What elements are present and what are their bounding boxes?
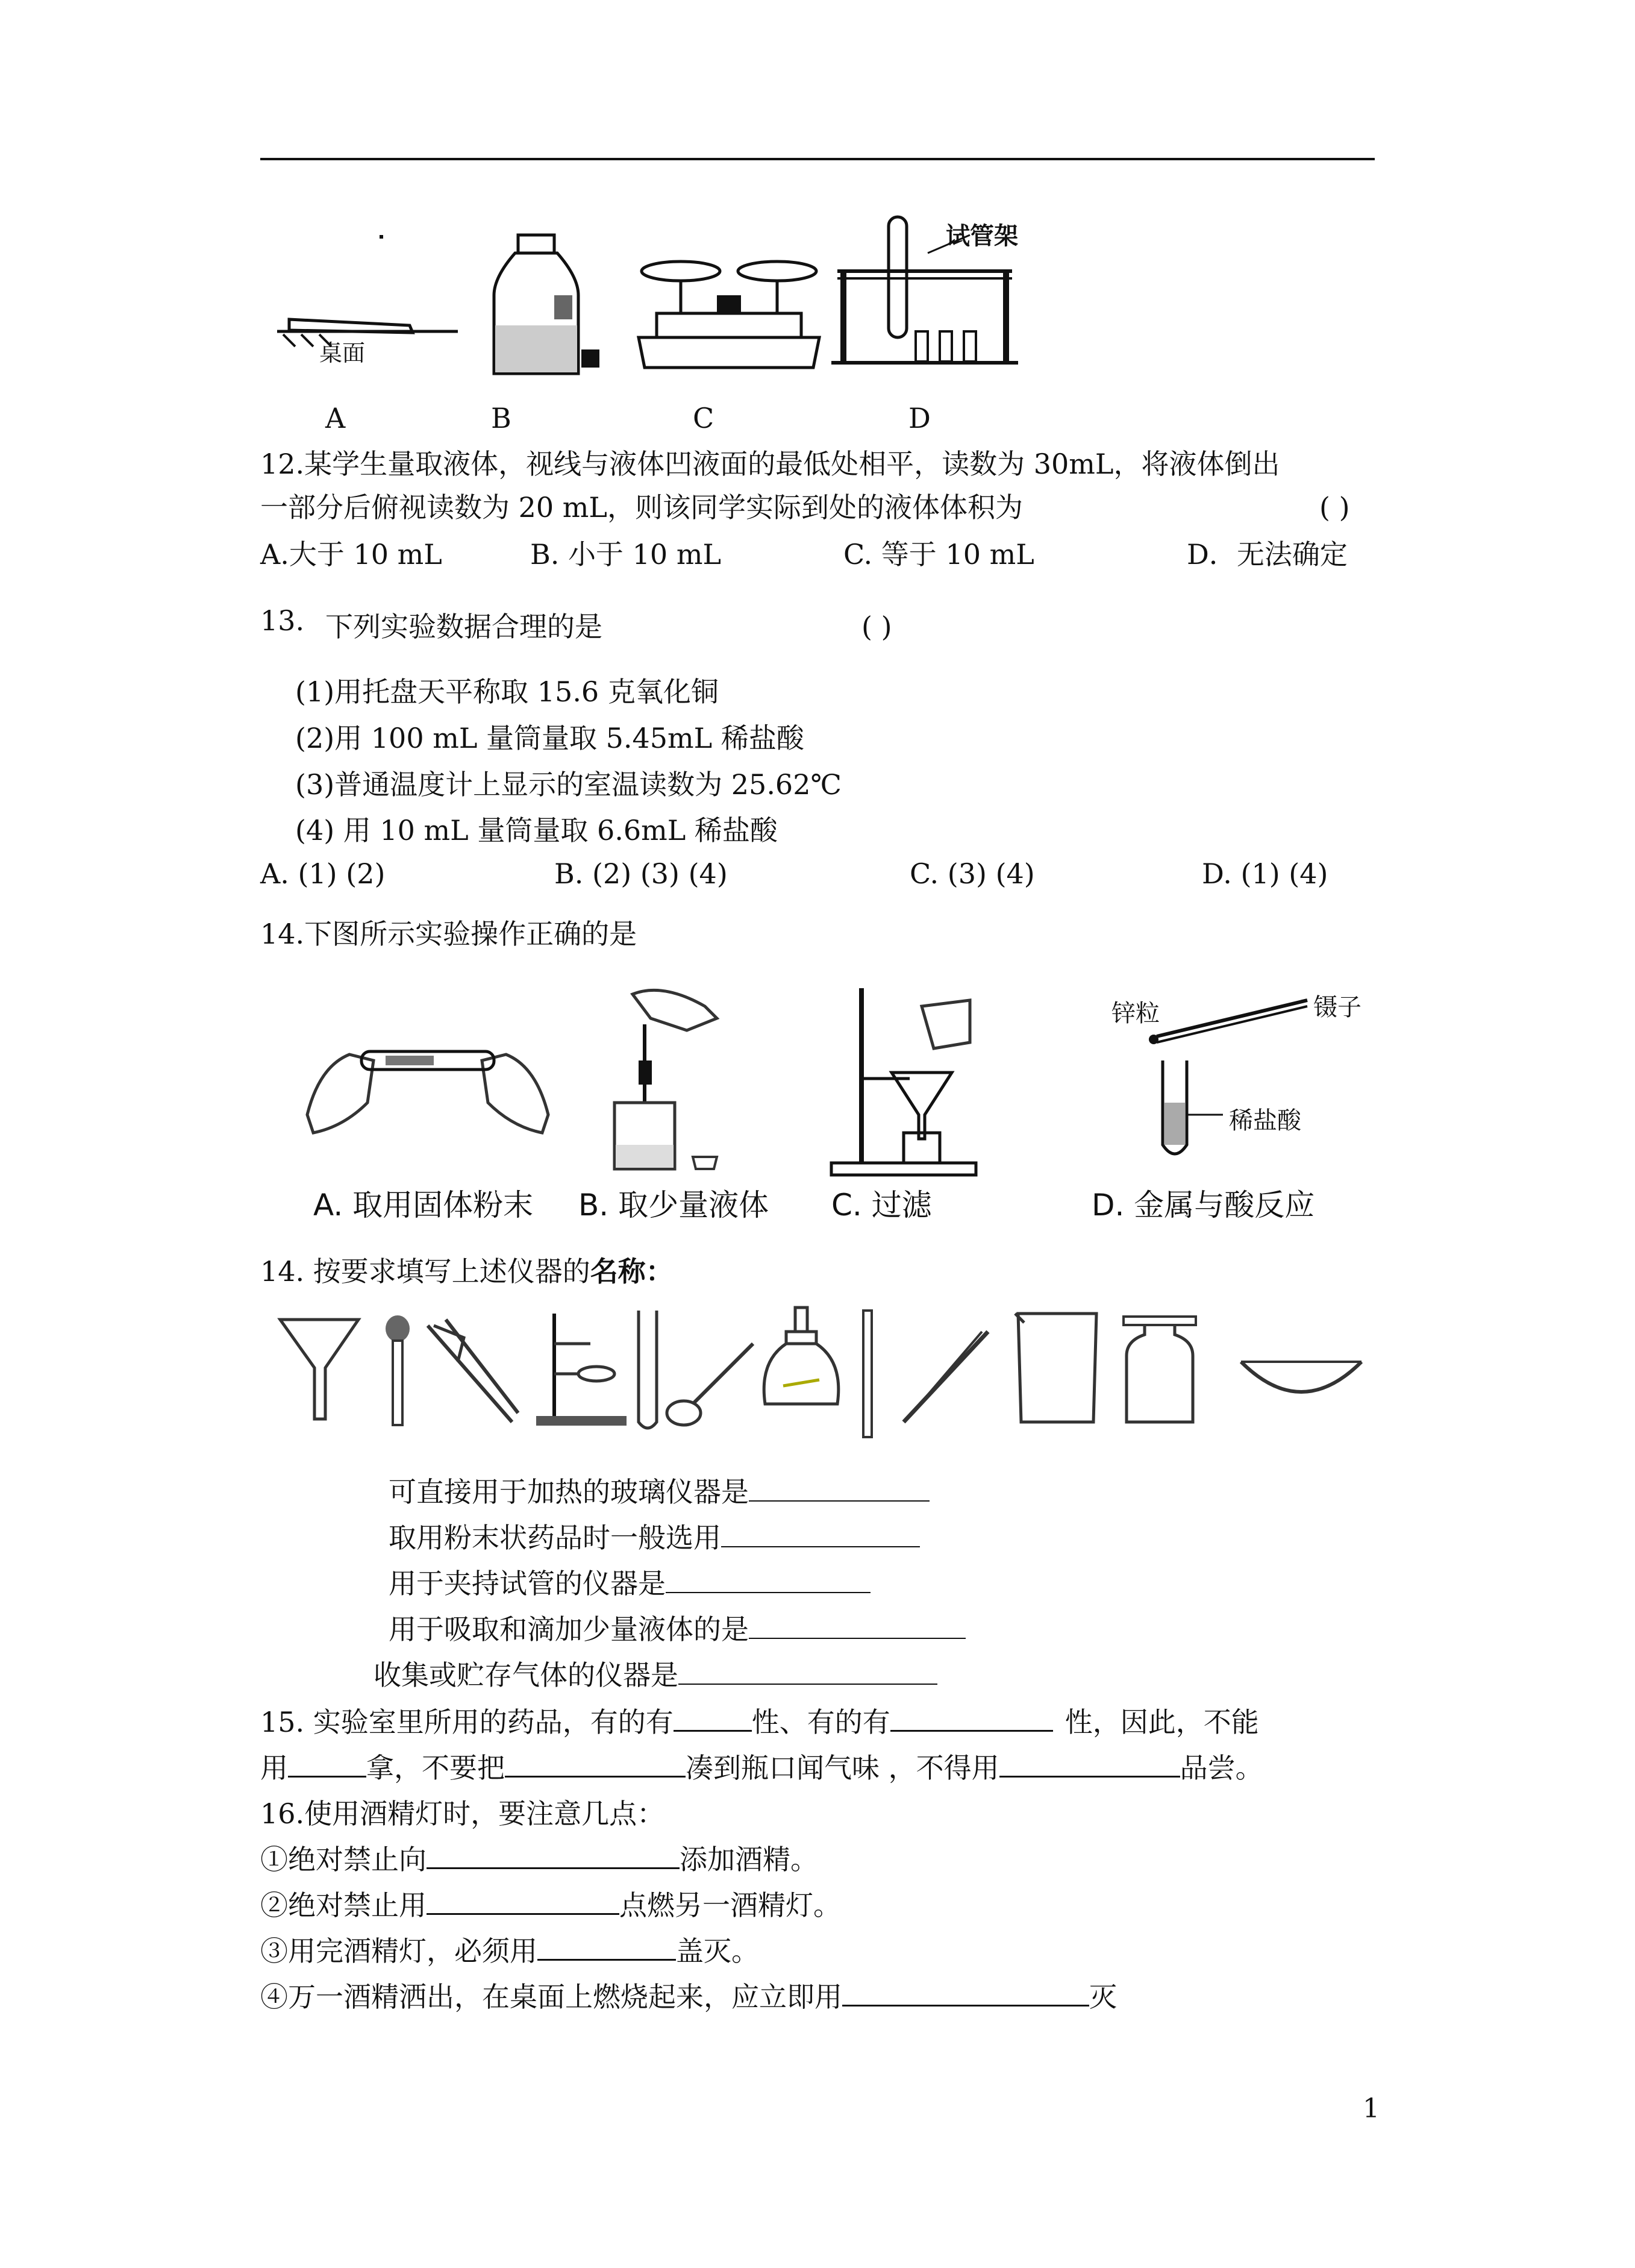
figure-a-tube-on-table [271, 229, 464, 374]
op-caption-a: A. 取用固体粉末 [313, 1188, 534, 1223]
glass-rod-icon [858, 1308, 877, 1440]
op-caption-c: C. 过滤 [831, 1188, 932, 1223]
q13-item-4: (4) 用 10 mL 量筒量取 6.6mL 稀盐酸 [295, 814, 778, 847]
q14a-stem: 14.下图所示实验操作正确的是 [260, 918, 637, 950]
q16-item-2 [260, 1887, 841, 1923]
alcohol-lamp-icon [759, 1302, 843, 1434]
tweezers-icon [898, 1326, 994, 1428]
q16-item-4 [260, 1979, 1117, 2015]
fill-blank-powder-tool[interactable] [721, 1521, 920, 1547]
q15-blank-3[interactable] [288, 1750, 366, 1778]
q16-item-3-tail: 盖灭。 [676, 1935, 759, 1967]
q13-item-3: (3)普通温度计上显示的室温读数为 25.62℃ [295, 768, 842, 801]
figure-b-reagent-bottle [482, 223, 602, 392]
q13-option-a[interactable]: A. (1) (2) [260, 857, 386, 890]
q16-blank-1[interactable] [427, 1842, 680, 1869]
fill-blank-heatable-glass[interactable] [749, 1475, 930, 1502]
op-caption-b: B. 取少量液体 [578, 1188, 769, 1223]
q13-answer-paren: ( ) [861, 610, 892, 643]
rack-label: 试管架 [946, 222, 1018, 250]
q11-label-d: D [908, 402, 931, 434]
fill-line-4 [389, 1611, 966, 1647]
q16-item-3 [260, 1933, 759, 1969]
evaporating-dish-icon [1235, 1350, 1368, 1410]
q15-text-6: 凑到瓶口闻气味 ，不得用 [686, 1752, 999, 1784]
q12-stem-line1: 12.某学生量取液体，视线与液体凹液面的最低处相平，读数为 30mL，将液体倒出 [260, 448, 1280, 480]
q13-option-c[interactable]: C. (3) (4) [910, 857, 1035, 890]
funnel-icon [277, 1314, 361, 1422]
gas-collecting-bottle-icon [1121, 1314, 1199, 1428]
q16-item-2-text: ②绝对禁止用 [260, 1889, 427, 1922]
q12-option-a[interactable]: A.大于 10 mL [260, 538, 442, 571]
q12-option-c[interactable]: C. 等于 10 mL [843, 538, 1034, 571]
q16-blank-4[interactable] [842, 1979, 1089, 2006]
op-b-dropper-bottle [596, 982, 753, 1187]
q13-item-1: (1)用托盘天平称取 15.6 克氧化铜 [295, 675, 719, 708]
q15-blank-4[interactable] [505, 1750, 686, 1778]
q16-item-1-text: ①绝对禁止向 [260, 1843, 427, 1876]
q13-item-2: (2)用 100 mL 量筒量取 5.45mL 稀盐酸 [295, 722, 804, 754]
fill-line-5-text: 收集或贮存气体的仪器是 [374, 1659, 678, 1691]
q12-option-b[interactable]: B. 小于 10 mL [530, 538, 721, 571]
q16-item-4-tail: 灭 [1089, 1981, 1117, 2013]
fill-line-3 [389, 1565, 871, 1602]
q15-text-5: 拿，不要把 [366, 1752, 505, 1784]
tweezers-label: 镊子 [1313, 994, 1361, 1021]
q14b-stem-text: 14. 按要求填写上述仪器的 [260, 1255, 590, 1288]
q16-blank-2[interactable] [427, 1888, 619, 1915]
q12-stem-line2: 一部分后俯视读数为 20 mL，则该同学实际到处的液体体积为 [260, 491, 1023, 524]
q12-answer-paren: ( ) [1319, 491, 1350, 524]
fill-line-5 [374, 1657, 937, 1693]
q11-label-b: B [491, 402, 511, 434]
test-tube-icon [633, 1308, 663, 1434]
fill-line-1-text: 可直接用于加热的玻璃仪器是 [389, 1476, 749, 1508]
fill-blank-gas-bottle[interactable] [678, 1658, 937, 1685]
table-label: 桌面 [319, 340, 366, 366]
q16-item-3-text: ③用完酒精灯，必须用 [260, 1935, 537, 1967]
q14b-stem [260, 1253, 674, 1289]
q12-option-d[interactable]: D．无法确定 [1187, 538, 1348, 571]
acid-label: 稀盐酸 [1229, 1107, 1301, 1135]
op-a-hands-tube [295, 994, 560, 1145]
q13-number: 13. [260, 604, 305, 637]
q16-stem: 16.使用酒精灯时，要注意几点： [260, 1797, 665, 1830]
dropper-icon [380, 1314, 416, 1434]
test-tube-holder-icon [422, 1314, 524, 1434]
header-rule [260, 158, 1375, 160]
q11-label-a: A [325, 402, 346, 434]
zinc-label: 锌粒 [1111, 1000, 1160, 1027]
q15-text-3: 性，因此，不能 [1064, 1706, 1259, 1738]
fill-line-4-text: 用于吸取和滴加少量液体的是 [389, 1613, 749, 1646]
op-c-filtration [813, 982, 1006, 1181]
q15-blank-1[interactable] [674, 1705, 752, 1732]
q15-text-7: 品尝。 [1180, 1752, 1263, 1784]
figure-c-balance [633, 247, 825, 386]
fill-line-2-text: 取用粉末状药品时一般选用 [389, 1521, 721, 1554]
q15-text-2: 性、有的有 [751, 1706, 890, 1738]
q15-blank-5[interactable] [999, 1750, 1180, 1778]
q15-text-4: 用 [260, 1752, 288, 1784]
q15-text-1: 15. 实验室里所用的药品，有的有 [260, 1706, 674, 1738]
fill-blank-dropper[interactable] [749, 1612, 966, 1639]
page-number: 1 [1363, 2093, 1380, 2124]
medicine-spoon-icon [663, 1338, 759, 1428]
q16-item-2-tail: 点燃另一酒精灯。 [619, 1889, 841, 1922]
fill-line-1 [389, 1474, 930, 1510]
q15-line2 [260, 1750, 1263, 1786]
fill-line-2 [389, 1520, 920, 1556]
q16-blank-3[interactable] [537, 1934, 676, 1961]
beaker-icon [1012, 1308, 1102, 1428]
q13-stem: 下列实验数据合理的是 [325, 610, 602, 643]
iron-stand-icon [530, 1308, 633, 1428]
fill-line-3-text: 用于夹持试管的仪器是 [389, 1567, 666, 1600]
q13-option-d[interactable]: D. (1) (4) [1202, 857, 1328, 890]
q14b-stem-bold: 名称： [590, 1255, 674, 1288]
fill-blank-tube-holder[interactable] [666, 1567, 871, 1593]
q15-line1 [260, 1704, 1259, 1740]
q16-item-1-tail: 添加酒精。 [680, 1843, 818, 1876]
q15-blank-2[interactable] [890, 1705, 1053, 1732]
op-caption-d: D. 金属与酸反应 [1092, 1188, 1315, 1223]
q13-option-b[interactable]: B. (2) (3) (4) [554, 857, 728, 890]
q11-label-c: C [693, 402, 714, 434]
q16-item-4-text: ④万一酒精洒出，在桌面上燃烧起来，应立即用 [260, 1981, 842, 2013]
q16-item-1 [260, 1841, 818, 1878]
